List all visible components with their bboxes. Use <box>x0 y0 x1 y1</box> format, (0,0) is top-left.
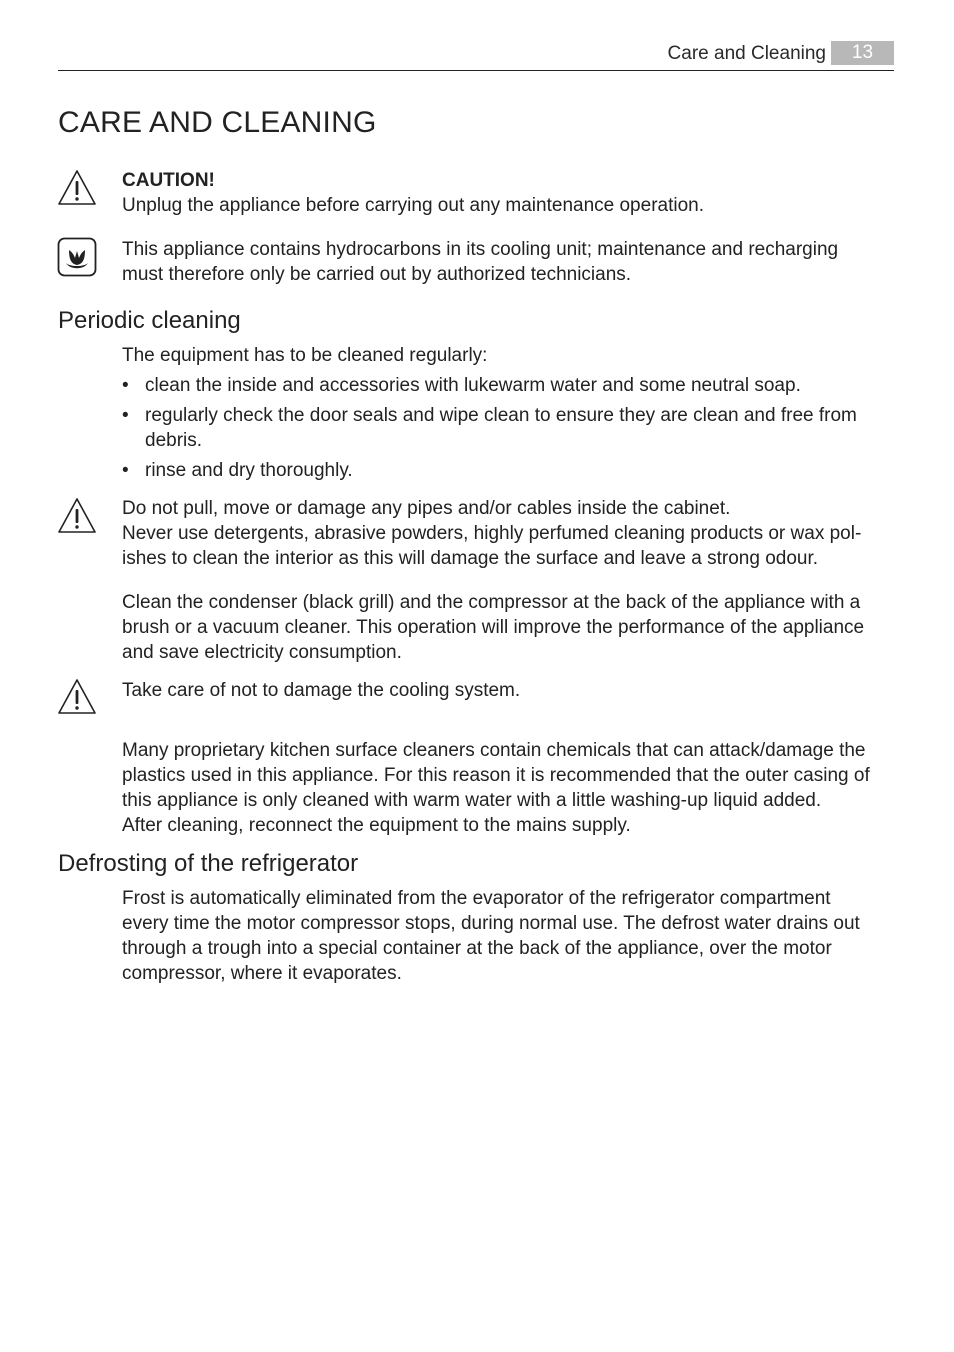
list-item <box>122 458 897 483</box>
warning-line-2: Never use detergents, abrasive powders, highly perfumed cleaning products or wax pol- <box>122 523 862 544</box>
list-item <box>122 373 897 398</box>
condenser-line-2: brush or a vacuum cleaner. This operation will improve the performance of the appliance <box>122 617 865 638</box>
cleaners-line-4: After cleaning, reconnect the equipment to the mains supply. <box>122 815 631 836</box>
cabinet-warning <box>122 496 897 571</box>
list-item <box>122 403 897 453</box>
periodic-intro: The equipment has to be cleaned regularly: <box>122 345 488 366</box>
list-item-text: regularly check the door seals and wipe clean to ensure they are clean and free from <box>145 405 857 426</box>
condenser-line-1: Clean the condenser (black grill) and the compressor at the back of the appliance with a <box>122 592 861 613</box>
bullet-icon: • <box>122 405 129 426</box>
defrosting-line-3: through a trough into a special container at the back of the appliance, over the motor <box>122 938 832 959</box>
section-heading-defrosting: Defrosting of the refrigerator <box>58 850 359 877</box>
condenser-paragraph <box>122 590 897 665</box>
cleaners-line-2: plastics used in this appliance. For this reason it is recommended that the outer casing of <box>122 765 870 786</box>
cleaners-paragraph <box>122 738 897 838</box>
condenser-line-3: and save electricity consumption. <box>122 642 402 663</box>
caution-text: Unplug the appliance before carrying out any maintenance operation. <box>122 195 704 216</box>
cleaners-line-3: this appliance is only cleaned with warm water with a little washing-up liquid added. <box>122 790 822 811</box>
header-rule <box>58 70 894 71</box>
cooling-system-warning: Take care of not to damage the cooling system. <box>122 680 521 701</box>
warning-triangle-icon <box>57 677 97 717</box>
defrosting-line-4: compressor, where it evaporates. <box>122 963 402 984</box>
environment-line-2: must therefore only be carried out by authorized technicians. <box>122 264 632 285</box>
caution-block <box>122 168 897 218</box>
list-item-text: rinse and dry thoroughly. <box>145 460 353 481</box>
environment-icon <box>57 237 97 277</box>
page-title: CARE AND CLEANING <box>58 106 377 139</box>
defrosting-paragraph <box>122 886 897 986</box>
defrosting-line-1: Frost is automatically eliminated from the evaporator of the refrigerator compartment <box>122 888 831 909</box>
bullet-icon: • <box>122 375 129 396</box>
warning-triangle-icon <box>57 496 97 536</box>
list-item-text: clean the inside and accessories with lukewarm water and some neutral soap. <box>145 375 801 396</box>
running-header: Care and Cleaning <box>667 43 826 64</box>
environment-line-1: This appliance contains hydrocarbons in its cooling unit; maintenance and recharging <box>122 239 839 260</box>
list-item-text-continued: debris. <box>145 430 203 451</box>
warning-line-3: ishes to clean the interior as this will damage the surface and leave a strong odour. <box>122 548 819 569</box>
defrosting-line-2: every time the motor compressor stops, during normal use. The defrost water drains out <box>122 913 860 934</box>
page-number: 13 <box>831 41 894 65</box>
cleaners-line-1: Many proprietary kitchen surface cleaners contain chemicals that can attack/damage the <box>122 740 866 761</box>
section-heading-periodic-cleaning: Periodic cleaning <box>58 307 241 334</box>
warning-line-1: Do not pull, move or damage any pipes and/or cables inside the cabinet. <box>122 498 731 519</box>
caution-label: CAUTION! <box>122 170 215 191</box>
warning-triangle-icon <box>57 168 97 208</box>
environment-note <box>122 237 897 287</box>
bullet-icon: • <box>122 460 129 481</box>
